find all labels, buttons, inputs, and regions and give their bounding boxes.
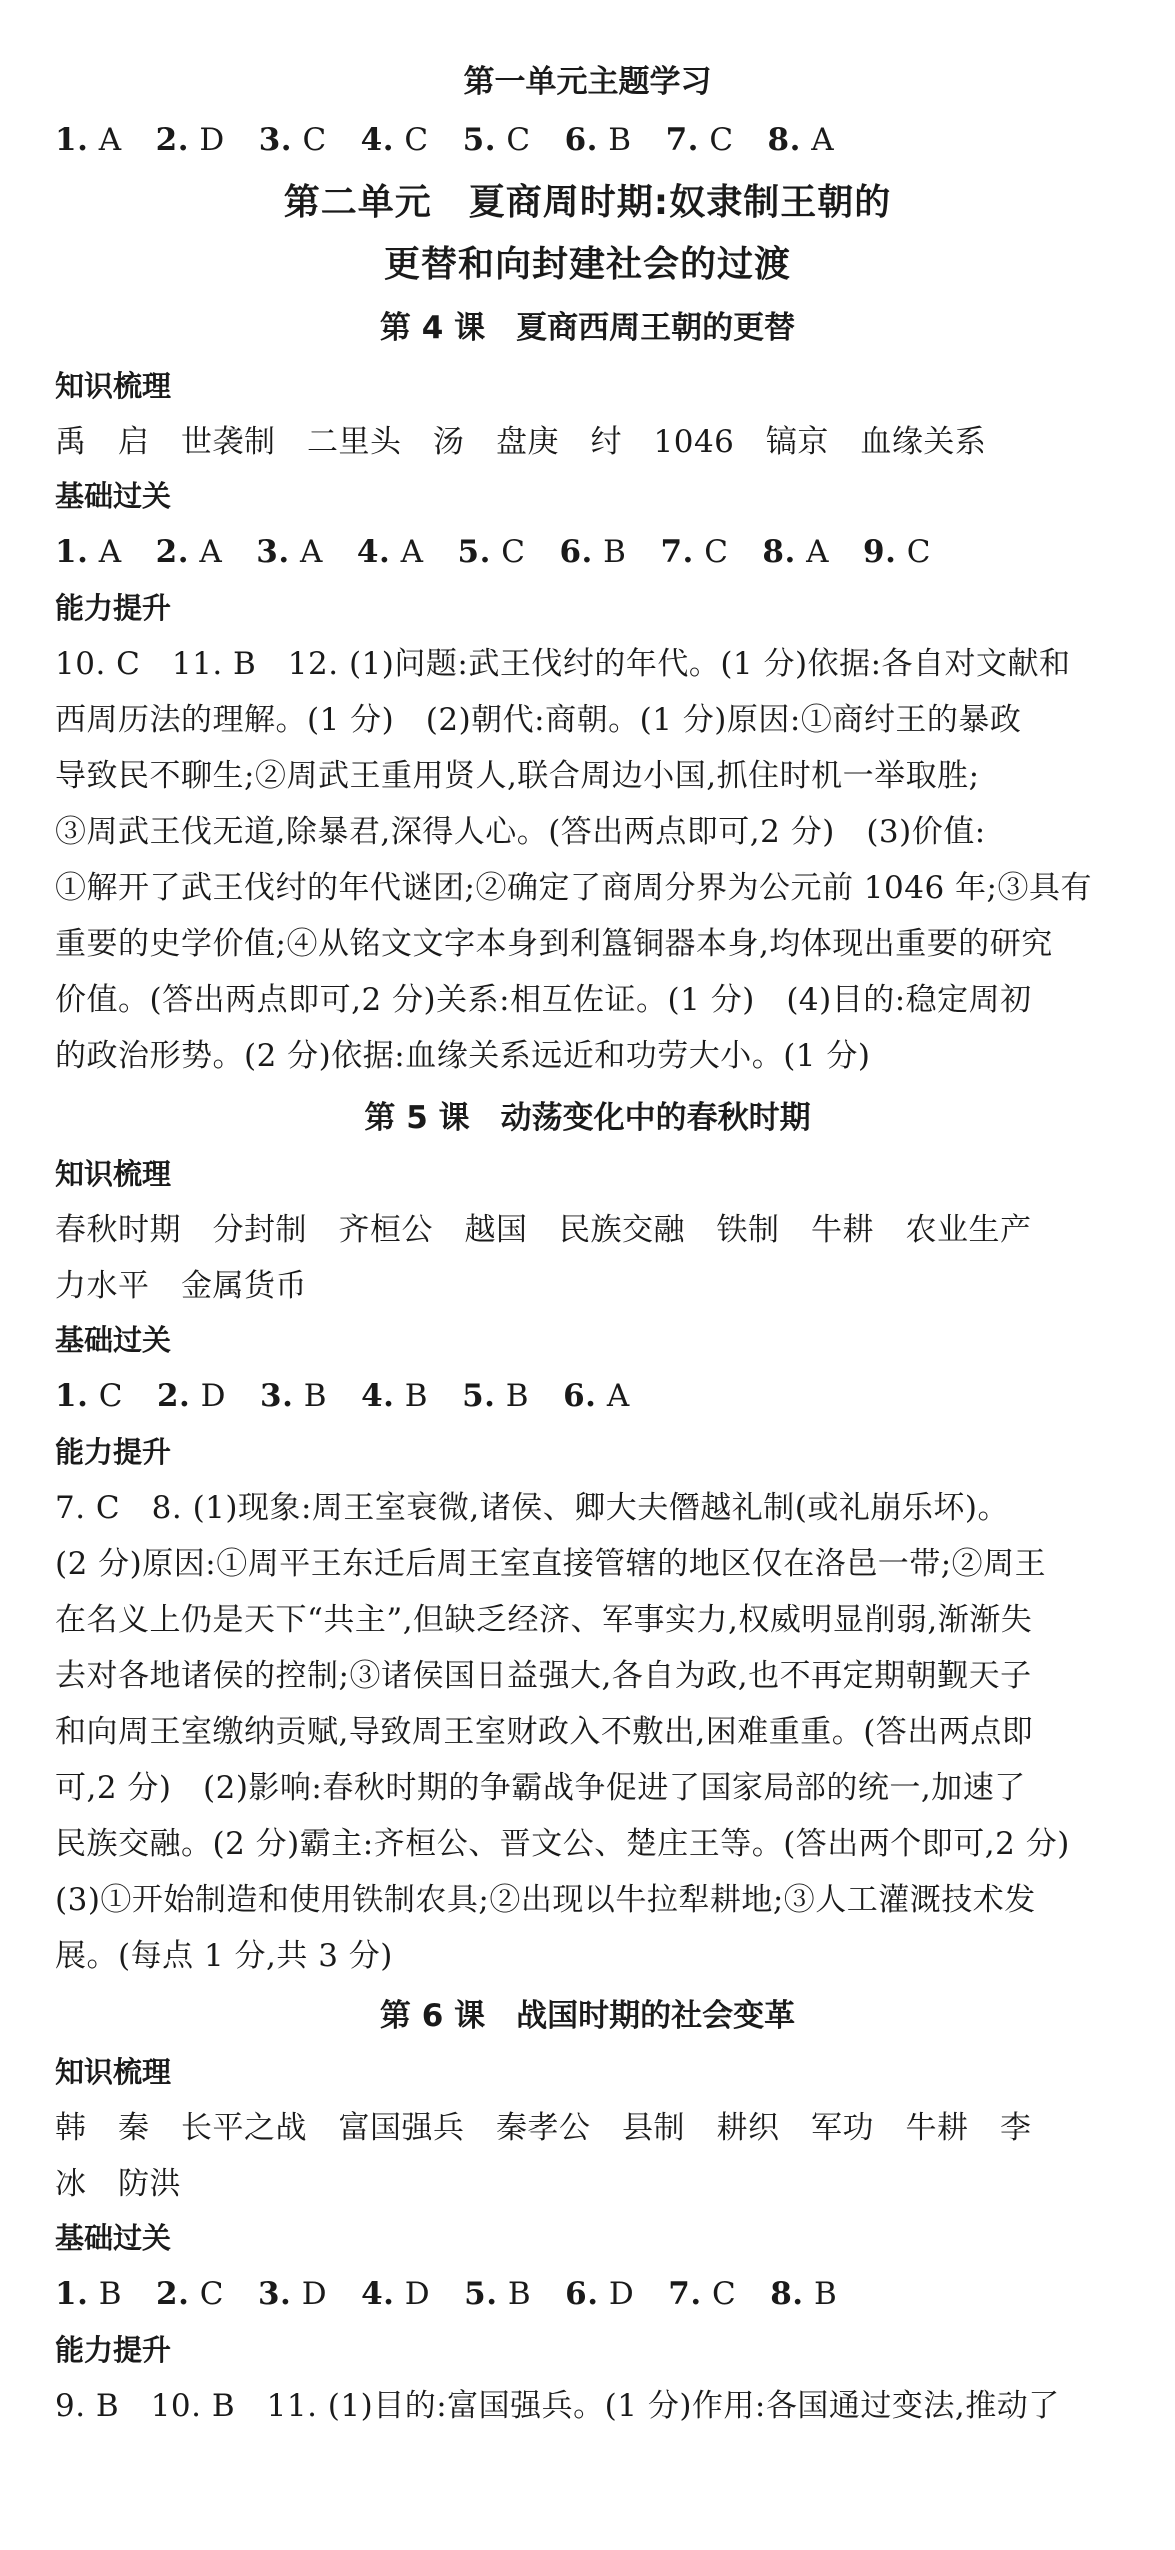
answer-item: [559, 534, 626, 570]
answer-choice: B: [803, 2276, 838, 2312]
answer-item: [55, 122, 122, 158]
answer-number: 2.: [155, 122, 189, 158]
lesson4-ability-line: 导致民不聊生;②周武王重用贤人,联合周边小国,抓住时机一举取胜;: [55, 758, 980, 794]
answer-choice: B: [597, 122, 632, 158]
lesson4-knowledge-heading: 知识梳理: [55, 369, 172, 403]
answer-item: [259, 122, 327, 158]
lesson5-ability-line: 可,2 分) (2)影响:春秋时期的争霸战争促进了国家局部的统一,加速了: [55, 1770, 1026, 1806]
answer-number: 1.: [55, 534, 89, 570]
answer-item: [463, 122, 531, 158]
lesson6-basic-heading: 基础过关: [55, 2221, 172, 2255]
lesson6-ability-heading: 能力提升: [55, 2333, 172, 2367]
answer-choice: C: [496, 122, 531, 158]
answer-item: [768, 122, 835, 158]
answer-number: 6.: [563, 1378, 597, 1414]
lesson5-ability-line: 和向周王室缴纳贡赋,导致周王室财政入不敷出,困难重重。(答出两点即: [55, 1714, 1034, 1750]
lesson5-ability-line: 在名义上仍是天下“共主”,但缺乏经济、军事实力,权威明显削弱,渐渐失: [55, 1602, 1033, 1638]
answer-number: 4.: [356, 534, 391, 570]
answer-item: [462, 1378, 529, 1414]
answer-item: [361, 2276, 430, 2312]
lesson5-knowledge-line: 力水平 金属货币: [55, 1268, 307, 1304]
answer-item: [660, 534, 728, 570]
lesson6-ability-line: 9. B 10. B 11. (1)目的:富国强兵。(1 分)作用:各国通过变法,推动了: [55, 2388, 1060, 2424]
answer-number: 3.: [257, 2276, 292, 2312]
answer-number: 2.: [155, 534, 189, 570]
lesson4-basic-answers: [55, 530, 931, 574]
lesson5-ability-line: 去对各地诸侯的控制;③诸侯国日益强大,各自为政,也不再定期朝觐天子: [55, 1658, 1032, 1694]
lesson5-ability-heading: 能力提升: [55, 1435, 172, 1469]
lesson5-ability-line: 7. C 8. (1)现象:周王室衰微,诸侯、卿大夫僭越礼制(或礼崩乐坏)。: [55, 1490, 1009, 1526]
answer-number: 6.: [565, 2276, 599, 2312]
lesson5-knowledge-line: 春秋时期 分封制 齐桓公 越国 民族交融 铁制 牛耕 农业生产: [55, 1212, 1032, 1248]
answer-item: [156, 2276, 224, 2312]
answer-choice: C: [292, 122, 327, 158]
answer-item: [666, 122, 734, 158]
lesson6-knowledge-heading: 知识梳理: [55, 2055, 172, 2089]
answer-number: 1.: [55, 2276, 89, 2312]
lesson4-title: 第 4 课 夏商西周王朝的更替: [379, 310, 796, 346]
answer-item: [762, 534, 829, 570]
lesson6-basic-answers: [55, 2272, 837, 2316]
answer-number: 3.: [256, 534, 290, 570]
answer-choice: D: [394, 2276, 431, 2312]
lesson4-ability-line: 重要的史学价值;④从铭文文字本身到利簋铜器本身,均体现出重要的研究: [55, 926, 1053, 962]
answer-number: 8.: [762, 534, 796, 570]
unit1-title: 第一单元主题学习: [463, 64, 712, 100]
lesson4-knowledge-line: 禹 启 世袭制 二里头 汤 盘庚 纣 1046 镐京 血缘关系: [55, 424, 987, 460]
answer-choice: B: [88, 2276, 123, 2312]
answer-number: 8.: [770, 2276, 804, 2312]
lesson5-basic-answers: [55, 1374, 630, 1418]
answer-choice: C: [88, 1378, 123, 1414]
answer-item: [361, 1378, 428, 1414]
answer-item: [361, 122, 429, 158]
answer-choice: D: [291, 2276, 328, 2312]
answer-number: 4.: [360, 122, 395, 158]
unit2-title-line2: 更替和向封建社会的过渡: [383, 244, 791, 285]
answer-item: [55, 1378, 123, 1414]
answer-number: 1.: [55, 122, 89, 158]
answer-number: 8.: [767, 122, 801, 158]
answer-choice: C: [189, 2276, 224, 2312]
lesson4-ability-line: ①解开了武王伐纣的年代谜团;②确定了商周分界为公元前 1046 年;③具有: [55, 870, 1092, 906]
lesson5-ability-line: 展。(每点 1 分,共 3 分): [55, 1938, 393, 1974]
answer-choice: A: [189, 534, 223, 570]
answer-number: 6.: [559, 534, 593, 570]
answer-choice: C: [490, 534, 526, 570]
answer-choice: B: [592, 534, 627, 570]
answer-item: [863, 534, 931, 570]
answer-choice: D: [189, 122, 225, 158]
lesson5-basic-heading: 基础过关: [55, 1323, 172, 1357]
lesson5-ability-line: (2 分)原因:①周平王东迁后周王室直接管辖的地区仅在洛邑一带;②周王: [55, 1546, 1047, 1582]
answer-choice: C: [394, 122, 429, 158]
answer-item: [55, 2276, 122, 2312]
answer-number: 5.: [462, 122, 496, 158]
lesson5-ability-line: (3)①开始制造和使用铁制农具;②出现以牛拉犁耕地;③人工灌溉技术发: [55, 1882, 1036, 1918]
answer-choice: B: [495, 1378, 530, 1414]
answer-choice: A: [795, 534, 830, 570]
lesson6-knowledge-line: 韩 秦 长平之战 富国强兵 秦孝公 县制 耕织 军功 牛耕 李: [55, 2110, 1032, 2146]
answer-number: 9.: [863, 534, 897, 570]
answer-number: 5.: [464, 2276, 498, 2312]
answer-number: 5.: [462, 1378, 496, 1414]
answer-choice: A: [596, 1378, 630, 1414]
answer-number: 7.: [668, 2276, 702, 2312]
answer-item: [464, 2276, 531, 2312]
answer-number: 6.: [564, 122, 598, 158]
answer-choice: C: [698, 122, 734, 158]
lesson4-ability-line: 西周历法的理解。(1 分) (2)朝代:商朝。(1 分)原因:①商纣王的暴政: [55, 702, 1022, 738]
answer-choice: A: [289, 534, 323, 570]
answer-choice: A: [88, 534, 122, 570]
answer-choice: A: [390, 534, 424, 570]
answer-item: [55, 534, 122, 570]
answer-choice: B: [394, 1378, 429, 1414]
answer-item: [668, 2276, 736, 2312]
answer-number: 1.: [55, 1378, 89, 1414]
answer-number: 7.: [665, 122, 699, 158]
answer-item: [565, 122, 632, 158]
answer-item: [157, 1378, 226, 1414]
answer-item: [156, 122, 225, 158]
answer-number: 2.: [156, 1378, 191, 1414]
answer-number: 3.: [260, 1378, 294, 1414]
lesson6-knowledge-line: 冰 防洪: [55, 2166, 181, 2202]
lesson5-knowledge-heading: 知识梳理: [55, 1157, 172, 1191]
answer-item: [357, 534, 424, 570]
answer-choice: A: [800, 122, 835, 158]
unit1-answers: [55, 118, 834, 162]
answer-choice: B: [293, 1378, 328, 1414]
unit2-title-line1: 第二单元 夏商周时期:奴隶制王朝的: [283, 182, 892, 223]
lesson5-ability-line: 民族交融。(2 分)霸主:齐桓公、晋文公、楚庄王等。(答出两个即可,2 分): [55, 1826, 1070, 1862]
answer-item: [458, 534, 526, 570]
answer-item: [256, 534, 323, 570]
answer-item: [563, 1378, 630, 1414]
lesson4-ability-line: ③周武王伐无道,除暴君,深得人心。(答出两点即可,2 分) (3)价值:: [55, 814, 986, 850]
answer-number: 5.: [457, 534, 491, 570]
answer-item: [258, 2276, 327, 2312]
lesson6-title: 第 6 课 战国时期的社会变革: [379, 1998, 796, 2034]
answer-choice: C: [896, 534, 931, 570]
answer-item: [770, 2276, 837, 2312]
lesson4-ability-line: 价值。(答出两点即可,2 分)关系:相互佐证。(1 分) (4)目的:稳定周初: [55, 982, 1032, 1018]
answer-number: 4.: [361, 1378, 395, 1414]
answer-item: [565, 2276, 634, 2312]
lesson4-ability-line: 10. C 11. B 12. (1)问题:武王伐纣的年代。(1 分)依据:各自对文献和: [55, 646, 1071, 682]
answer-number: 2.: [156, 2276, 190, 2312]
answer-number: 3.: [258, 122, 293, 158]
answer-number: 4.: [361, 2276, 395, 2312]
answer-choice: C: [693, 534, 729, 570]
answer-item: [260, 1378, 327, 1414]
lesson5-title: 第 5 课 动荡变化中的春秋时期: [364, 1100, 811, 1136]
answer-choice: D: [598, 2276, 635, 2312]
answer-choice: B: [497, 2276, 532, 2312]
answer-choice: C: [701, 2276, 737, 2312]
lesson4-basic-heading: 基础过关: [55, 479, 172, 513]
lesson4-ability-heading: 能力提升: [55, 591, 172, 625]
answer-choice: A: [88, 122, 122, 158]
lesson4-ability-line: 的政治形势。(2 分)依据:血缘关系远近和功劳大小。(1 分): [55, 1038, 871, 1074]
answer-choice: D: [190, 1378, 227, 1414]
answer-number: 7.: [660, 534, 694, 570]
answer-item: [156, 534, 223, 570]
